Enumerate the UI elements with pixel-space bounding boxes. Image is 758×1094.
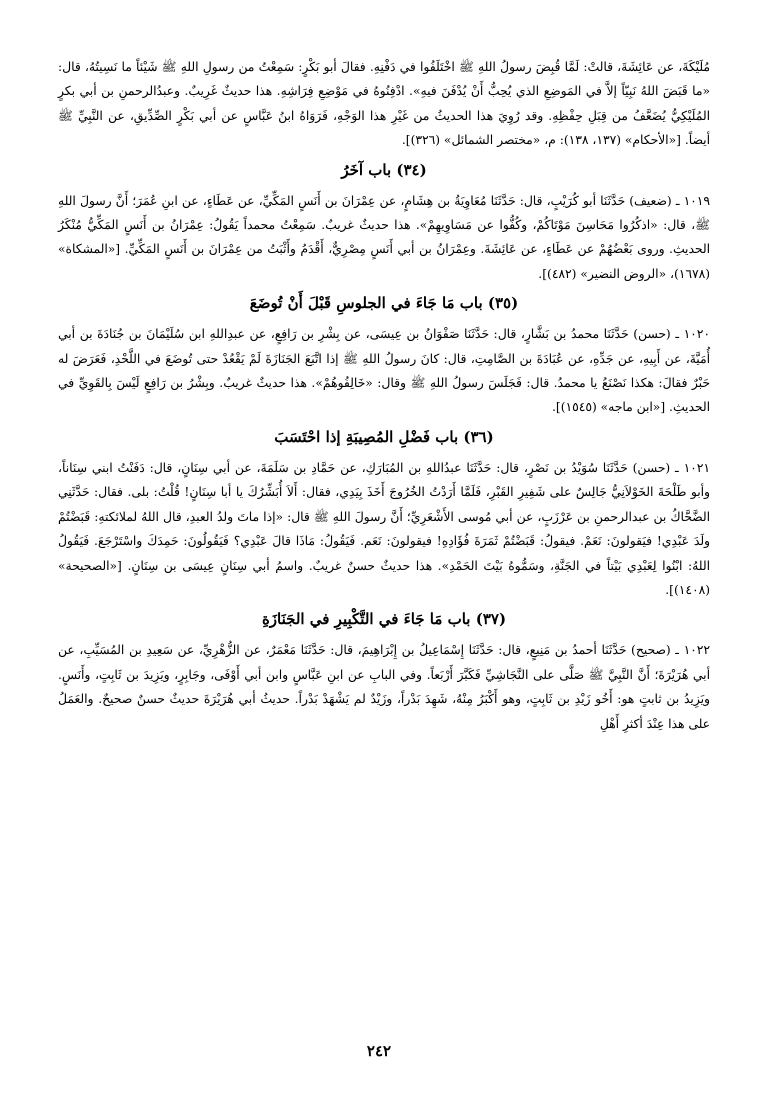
section-heading: (٣٤) باب آخَرُ — [341, 160, 427, 179]
section-35 — [58, 290, 710, 420]
page-number: ٢٤٢ — [366, 1042, 392, 1060]
intro-paragraph: مُلَيْكَةَ، عن عَائِشَةَ، قالتْ: لَمَّا قُبِضَ رسولُ اللهِ ﷺ اخْتَلَفُوا في دَفْنِهِ. فقالَ أبو بَكْرٍ: سَمِعْتُ من رسولِ اللهِ ﷺ شَيْئاً ما نَسِيتُهُ، قال: «ما قَبَضَ اللهُ نَبِيّاً إلاَّ في المَوضِعِ الذي يُحِبُّ أَنْ يُدْفَنَ فيهِ». ادْفِنُوهُ في مَوْضِعِ فِرَاشِهِ. هذا حديثٌ غَرِيبٌ. وعبدُالرحمنِ بن أبي بكرٍ المُلَيْكِيُّ يُضَعَّفُ من قِبَلِ حِفْظِهِ. وقد رُوِيَ هذا الحديثُ من غَيْرِ هذا الوَجْهِ، فَرَوَاهُ ابنُ عَبَّاسٍ عن أبي بَكْرٍ الصِّدِّيقِ، عن النَّبِيِّ ﷺ أيضاً. [«الأحكام» (١٣٧، ١٣٨): م، «مختصر الشمائل» (٣٢٦)]. — [58, 60, 710, 148]
hadith-1019: ١٠١٩ ـ (ضعيف) حَدَّثَنَا أبو كُرَيْبٍ، قال: حَدَّثَنَا مُعَاوِيَةُ بن هِشَامٍ، عن عِمْرَانَ بن أَنَسٍ المَكِّيِّ، عن عَطَاءٍ، عن ابنِ عُمَرَ؛ أَنَّ رسولَ اللهِ ﷺ، قال: «اذكُرُوا مَحَاسِنَ مَوْتَاكُمْ، وكُفُّوا عن مَسَاوِيهِمْ». هذا حديثٌ غريبٌ. سَمِعْتُ محمداً يَقُولُ: عِمْرَانُ بن أَنَسٍ المَكِّيُّ مُنْكَرُ الحديثِ. وروى بَعْضُهُمْ عن عَطَاءٍ، عن عَائِشَةَ. وعِمْرَانُ بن أبي أَنَسٍ مِصْرِيٌّ، أَقْدَمُ وأَثْبَتُ من عِمْرَانَ بن أَنَسٍ المَكِّيِّ. [«المشكاة» (١٦٧٨)، «الروض النضير» (٤٨٢)]. — [58, 193, 710, 281]
page-body — [58, 55, 710, 736]
section-heading: (٣٥) باب مَا جَاءَ في الجلوسِ قَبْلَ أَنْ تُوضَعَ — [249, 294, 519, 313]
section-heading: (٣٦) باب فَضْلِ المُصِيبَةِ إذا احْتَسَبَ — [274, 427, 494, 446]
section-36 — [58, 424, 710, 602]
hadith-1020: ١٠٢٠ ـ (حسن) حَدَّثَنَا محمدُ بن بَشَّارٍ، قال: حَدَّثَنَا صَفْوَانُ بن عِيسَى، عن بِشْرِ بن رَافِعٍ، عن عبدِاللهِ ابن سُلَيْمَانَ بن جُنَادَةَ بن أبي أُمَيَّةَ، عن أَبِيهِ، عن جَدِّهِ، عن عُبَادَةَ بن الصَّامِتِ، قال: كانَ رسولُ اللهِ ﷺ إذا اتَّبَعَ الجَنَازَةَ لَمْ يَقْعُدْ حتى تُوضَعَ في اللَّحْدِ، فَعَرَضَ له حَبْرٌ فقالَ: هكذا نَصْنَعُ يا محمدُ. قال: فَجَلَسَ رسولُ اللهِ ﷺ وقال: «خَالِفُوهُمْ». هذا حديثٌ غريبٌ. وبِشْرُ بن رَافِعٍ لَيْسَ بِالقَوِيِّ في الحديثِ. [«ابن ماجه» (١٥٤٥)]. — [58, 327, 710, 415]
hadith-1022: ١٠٢٢ ـ (صحيح) حَدَّثَنَا أحمدُ بن مَنِيعٍ، قال: حَدَّثَنَا إِسْمَاعِيلُ بن إِبْرَاهِيمَ، قال: حَدَّثَنَا مَعْمَرٌ، عن الزُّهْرِيِّ، عن سَعِيدِ بن المُسَيِّبِ، عن أبي هُرَيْرَةَ؛ أَنَّ النَّبِيَّ ﷺ صَلَّى على النَّجَاشِيِّ فَكَبَّرَ أَرْبَعاً. وفي البابِ عن ابنِ عَبَّاسٍ وابن أبي أَوْفَى، وجَابِرٍ، ويَزِيدَ بن ثَابِتٍ، وأَنَسٍ. ويَزِيدُ بن ثابتٍ هو: أَخُو زَيْدِ بن ثَابِتٍ، وهو أَكْبَرُ مِنْهُ، شَهِدَ بَدْراً، وزَيْدٌ لم يَشْهَدْ بَدْراً. حديثُ أبي هُرَيْرَةَ حديثٌ حسنٌ صحيحٌ. والعَمَلُ على هذا عِنْدَ أكثرِ أَهْلِ — [58, 643, 710, 731]
section-heading: (٣٧) باب مَا جَاءَ في التَّكْبِيرِ في الجَنَازَةِ — [261, 610, 507, 629]
section-34 — [58, 157, 710, 287]
hadith-1021: ١٠٢١ ـ (حسن) حَدَّثَنَا سُوَيْدُ بن نَصْرٍ، قال: حَدَّثَنَا عبدُاللهِ بن المُبَارَكِ، عن حَمَّادِ بن سَلَمَةَ، عن أبي سِنَانٍ، قال: دَفَنْتُ ابني سِنَاناً، وأبو طَلْحَةَ الخَوْلاَنِيُّ جَالِسٌ على شَفِيرِ القَبْرِ، فَلَمَّا أَرَدْتُ الخُرُوجَ أَخَذَ بِيَدِي، فقال: أَلاَ أُبَشِّرُكَ يا أبا سِنَانٍ! قُلْتُ: بلى. فقال: حَدَّثَنِي الضَّحَّاكُ بن عبدالرحمنِ بن عَرْزَبٍ، عن أبي مُوسى الأَشْعَرِيِّ؛ أَنَّ رسولَ اللهِ ﷺ قال: «إذا ماتَ ولدُ العبدِ، قال اللهُ لملائكتهِ: قَبَضْتُمْ ولَدَ عَبْدِي! فيَقولونَ: نَعَمْ. فيقولُ: قَبَضْتُمْ ثَمَرَةَ فُؤَادِهِ! فيقولونَ: نَعَم. فَيَقُولُ: مَاذَا قالَ عَبْدِي؟ فَيَقُولُونَ: حَمِدَكَ واسْتَرْجَعَ. فَيَقُولُ اللهُ: ابْنُوا لِعَبْدِي بَيْتاً في الجَنَّةِ، وسَمُّوهُ بَيْتَ الحَمْدِ». هذا حديثٌ حسنٌ غريبٌ. واسمُ أبي سِنَانٍ عِيسَى بن سِنَانٍ. [«الصحيحة» (١٤٠٨)]. — [58, 460, 710, 597]
section-37 — [58, 606, 710, 736]
